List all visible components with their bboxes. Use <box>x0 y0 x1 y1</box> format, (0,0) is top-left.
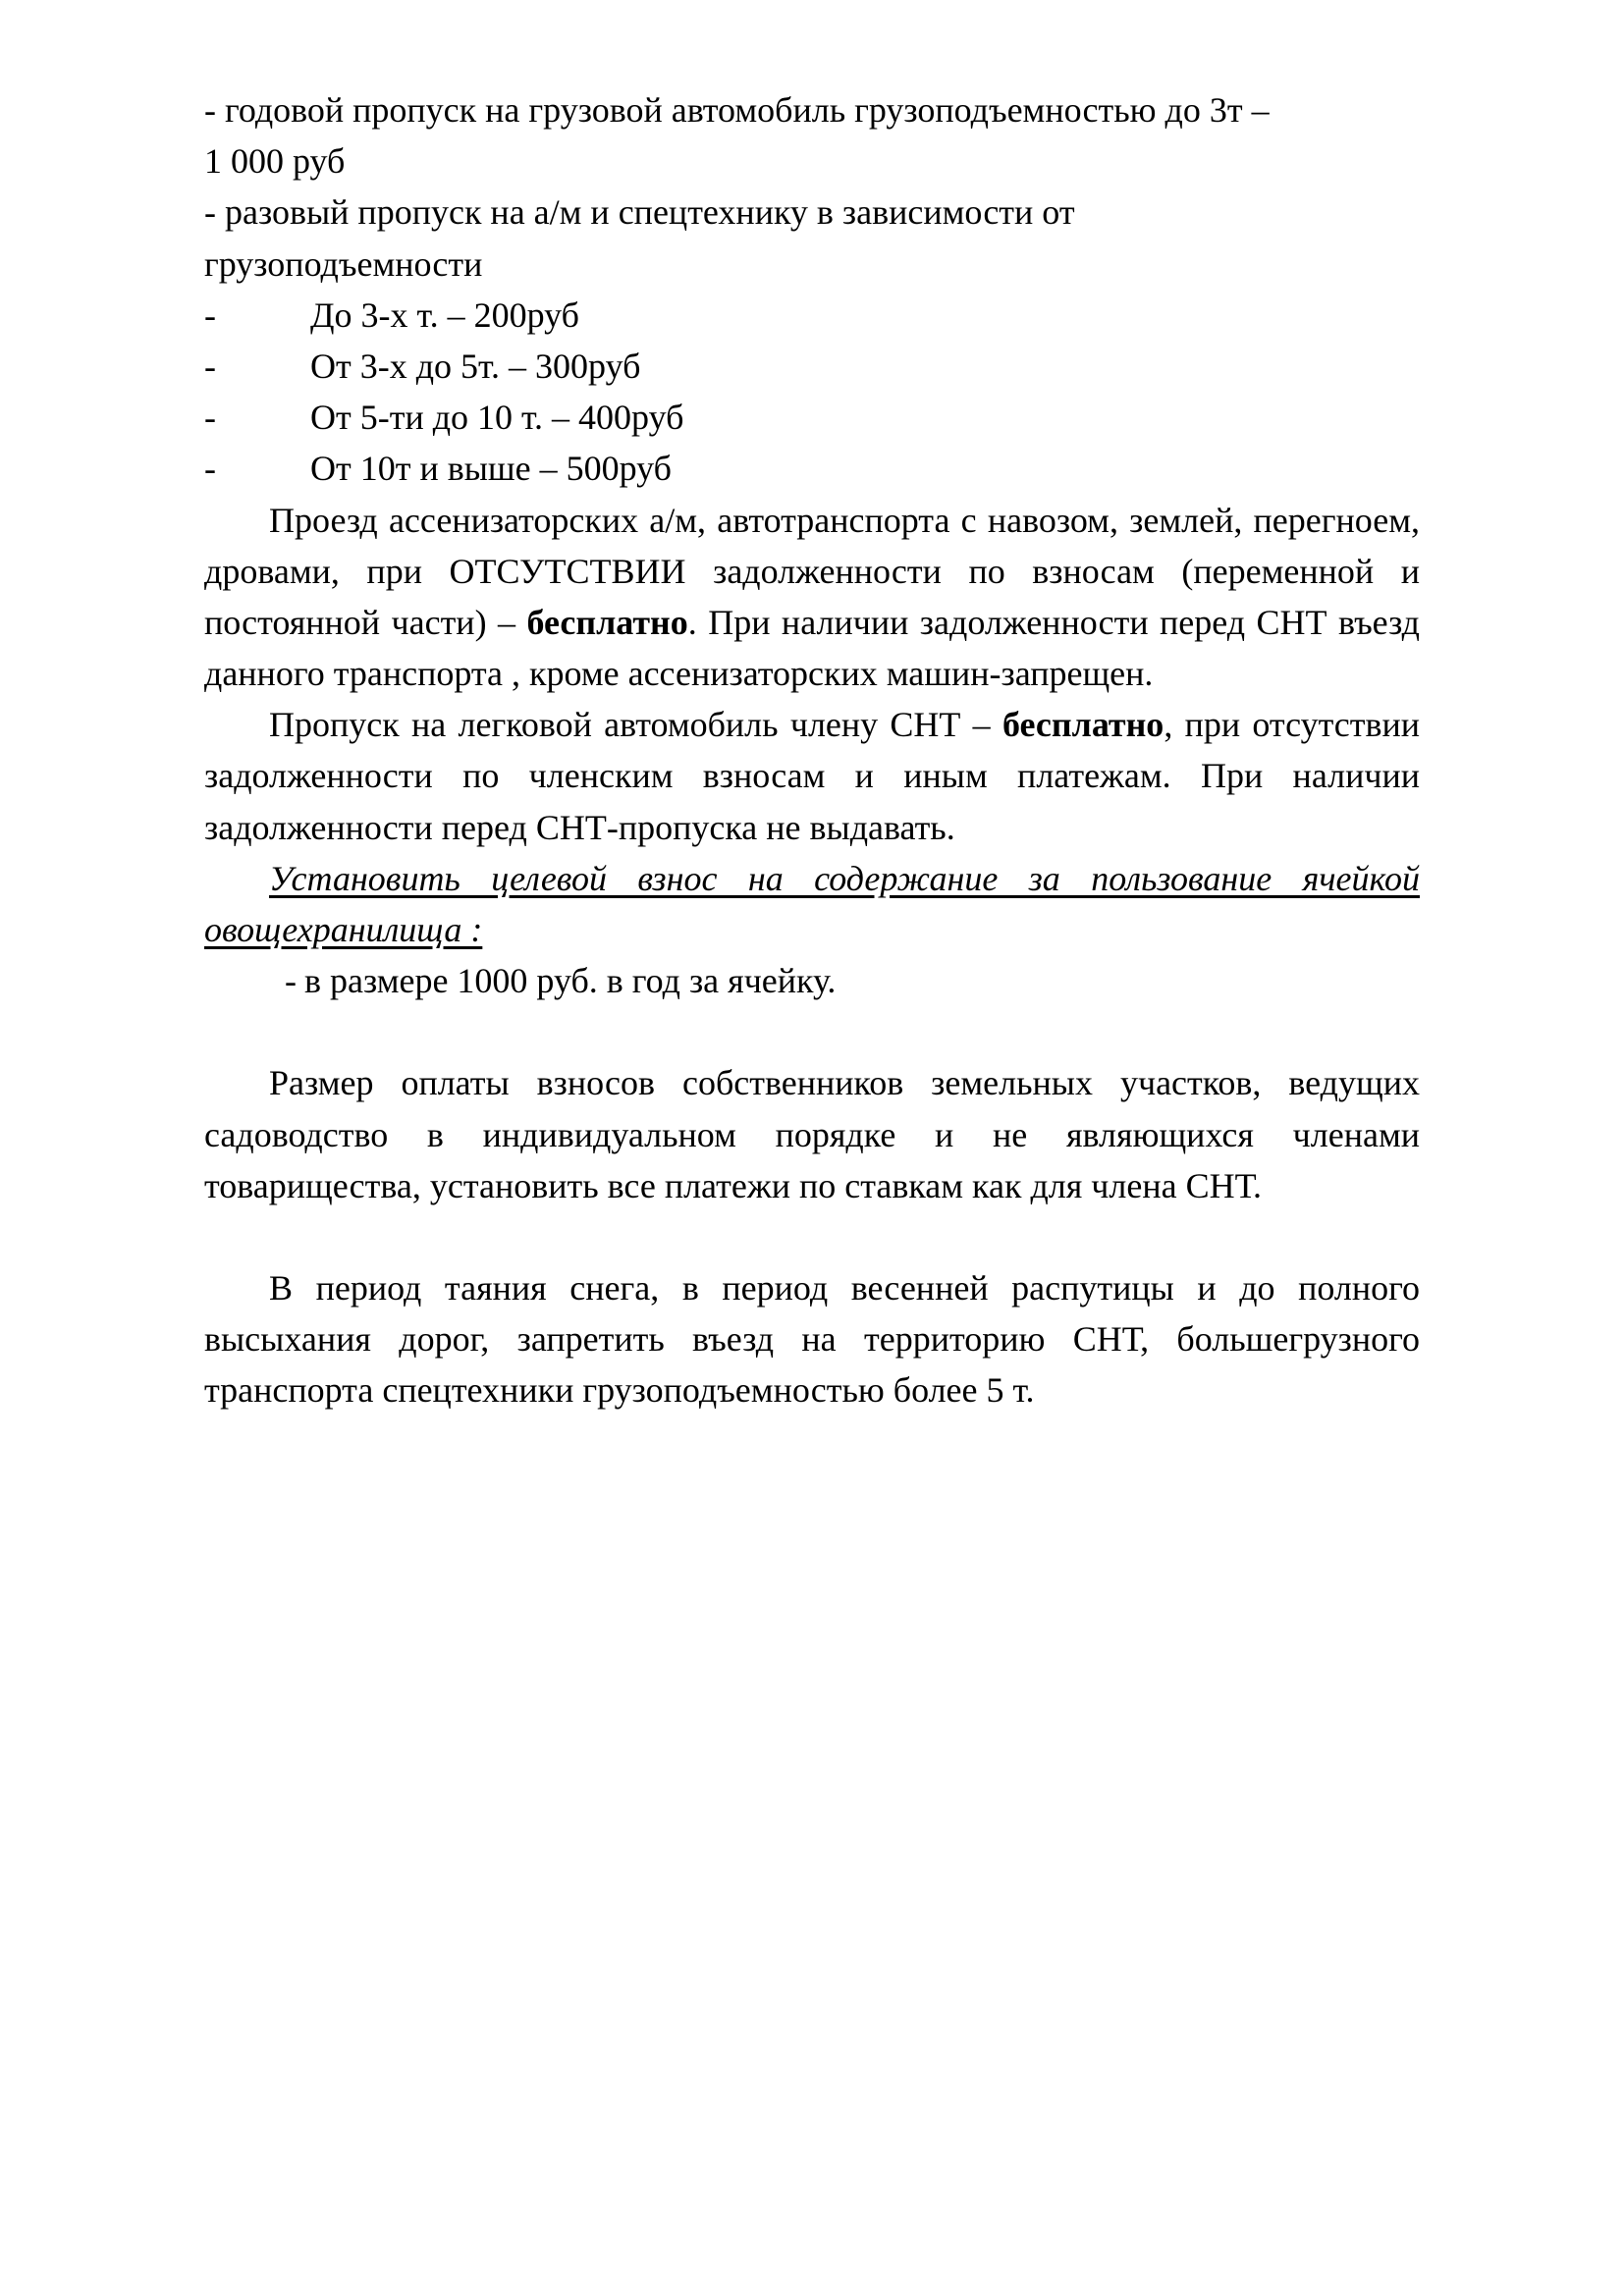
list-item-text: До 3-х т. – 200руб <box>310 294 579 335</box>
list-marker: - <box>285 961 297 1001</box>
tariff-list-item-2 <box>204 341 1420 392</box>
list-marker: - <box>204 398 216 438</box>
sewage-free-emphasis: бесплатно <box>526 602 688 642</box>
document-body <box>204 84 1420 1416</box>
tariff-list-item-3 <box>204 392 1420 443</box>
paragraph-spacer <box>204 1211 1420 1262</box>
list-item-text: От 5-ти до 10 т. – 400руб <box>310 398 684 438</box>
list-marker: - <box>204 449 216 489</box>
storage-fee-heading-text: Установить целевой взнос на содержание за пользование ячейкой овощехранилища : <box>204 858 1420 949</box>
list-marker: - <box>204 346 216 386</box>
tariff-list-item-4 <box>204 443 1420 494</box>
paragraph-spacer <box>204 1006 1420 1057</box>
storage-fee-heading <box>204 853 1420 955</box>
single-pass-line-1: - разовый пропуск на а/м и спецтехнику в зависимости от <box>204 192 1075 233</box>
list-item-text: От 10т и выше – 500руб <box>310 449 672 489</box>
car-pass-free-emphasis: бесплатно <box>1001 705 1164 745</box>
storage-fee-amount <box>204 955 1420 1006</box>
sewage-paragraph-part-1: Проезд ассенизаторских а/м, автотранспорта с навозом, землей, перегноем, дровами, при ОТСУТСТВИИ задолженности по взносам (переменной и постоянной части) – <box>204 500 1420 642</box>
storage-amount-text: в размере 1000 руб. в год за ячейку. <box>304 961 837 1001</box>
sewage-transport-paragraph <box>204 495 1420 700</box>
single-pass-line-2: грузоподъемности <box>204 243 483 284</box>
list-item-text: От 3-х до 5т. – 300руб <box>310 346 641 386</box>
annual-pass-line-2: 1 000 руб <box>204 141 346 182</box>
spring-thaw-paragraph: В период таяния снега, в период весенней распутицы и до полного высыхания дорог, запретить въезд на территорию СНТ, большегрузного транспорта спецтехники грузоподъемностью более 5 т. <box>204 1267 1420 1411</box>
sewage-paragraph-part-2: . При наличии задолженности перед СНТ въезд данного транспорта , кроме ассенизаторских машин-запрещен. <box>204 602 1420 694</box>
car-pass-part-2: , при отсутствии задолженности по членским взносам и иным платежам. При наличии задолженности перед СНТ-пропуска не выдавать. <box>204 705 1420 847</box>
list-marker: - <box>204 294 216 335</box>
individual-owners-paragraph: Размер оплаты взносов собственников земельных участков, ведущих садоводство в индивидуальном порядке и не являющихся членами товарищества, установить все платежи по ставкам как для члена СНТ. <box>204 1063 1420 1205</box>
car-pass-paragraph <box>204 699 1420 853</box>
tariff-list-item-1 <box>204 290 1420 341</box>
annual-pass-line-1: - годовой пропуск на грузовой автомобиль грузоподъемностью до 3т – <box>204 90 1270 130</box>
car-pass-part-1: Пропуск на легковой автомобиль члену СНТ – <box>269 705 1002 745</box>
